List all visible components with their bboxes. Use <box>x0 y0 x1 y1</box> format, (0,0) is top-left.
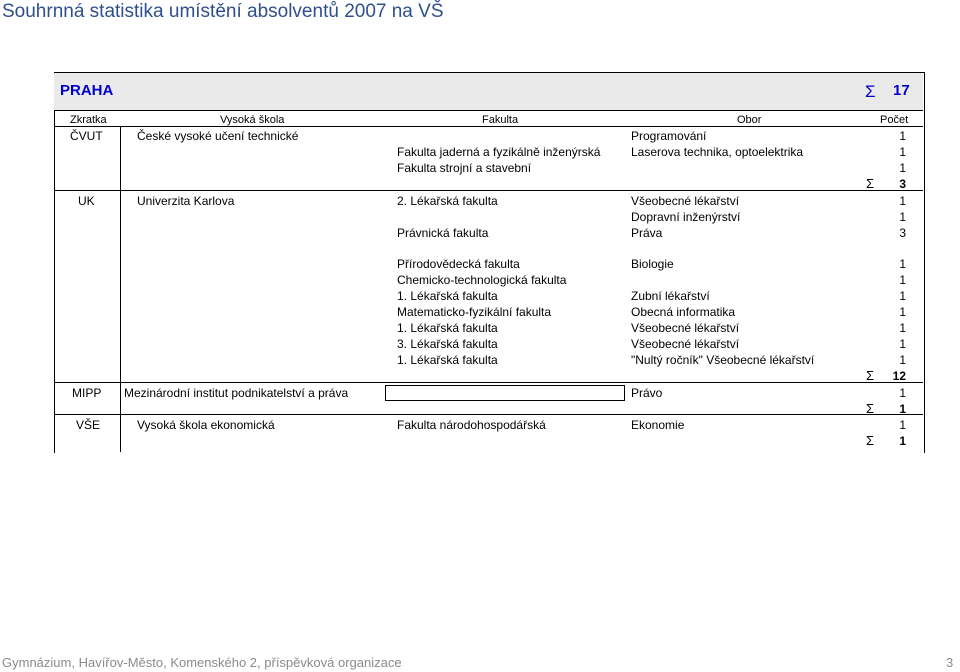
vse-sum: 1 <box>899 434 906 448</box>
vse-row1-count: 1 <box>899 418 906 432</box>
cvut-abbrev: ČVUT <box>70 129 103 143</box>
mipp-sum: 1 <box>899 402 906 416</box>
mipp-sigma-icon: Σ <box>866 401 875 416</box>
header-school: Vysoká škola <box>220 114 285 126</box>
uk-row6-faculty: 1. Lékařská fakulta <box>397 289 498 303</box>
uk-row8-count: 1 <box>899 321 906 335</box>
uk-row6-count: 1 <box>899 289 906 303</box>
uk-row3-field: Práva <box>631 226 663 240</box>
uk-abbrev: UK <box>78 194 95 208</box>
divider-cvut <box>54 190 923 191</box>
uk-row7-count: 1 <box>899 305 906 319</box>
footer-organization: Gymnázium, Havířov-Město, Komenského 2, příspěvková organizace <box>2 655 402 670</box>
cvut-row1-field: Programování <box>631 129 707 143</box>
uk-row1-faculty: 2. Lékařská fakulta <box>397 194 498 208</box>
mipp-abbrev: MIPP <box>72 386 102 400</box>
cvut-sum: 3 <box>899 177 906 191</box>
cvut-sigma-icon: Σ <box>866 176 875 191</box>
uk-row9-faculty: 3. Lékařská fakulta <box>397 337 498 351</box>
uk-row3-count: 3 <box>899 226 906 240</box>
mipp-row1-count: 1 <box>899 386 906 400</box>
page-number: 3 <box>946 655 954 670</box>
vse-sigma-icon: Σ <box>866 433 875 448</box>
uk-row8-field: Všeobecné lékařství <box>631 321 740 335</box>
uk-row10-faculty: 1. Lékařská fakulta <box>397 353 498 367</box>
header-count: Počet <box>880 114 909 126</box>
divider-mipp <box>54 414 923 415</box>
uk-row7-field: Obecná informatika <box>631 305 736 319</box>
cvut-row2-count: 1 <box>899 145 906 159</box>
vse-school: Vysoká škola ekonomická <box>137 418 275 432</box>
uk-row6-field: Zubní lékařství <box>631 289 710 303</box>
uk-row4-faculty: Přírodovědecká fakulta <box>397 257 520 271</box>
vse-row1-faculty: Fakulta národohospodářská <box>397 418 546 432</box>
uk-row4-field: Biologie <box>631 257 674 271</box>
region-count: 17 <box>893 82 910 99</box>
uk-row1-field: Všeobecné lékařství <box>631 194 740 208</box>
uk-row7-faculty: Matematicko-fyzikální fakulta <box>397 305 552 319</box>
uk-row9-field: Všeobecné lékařství <box>631 337 740 351</box>
uk-row2-field: Dopravní inženýrství <box>631 210 741 224</box>
uk-row5-faculty: Chemicko-technologická fakulta <box>397 273 567 287</box>
page-title: Souhrnná statistika umístění absolventů 2007 na VŠ <box>2 1 444 22</box>
vse-row1-field: Ekonomie <box>631 418 685 432</box>
empty-faculty-cell <box>385 385 625 401</box>
uk-row10-count: 1 <box>899 353 906 367</box>
region-name: PRAHA <box>60 82 114 99</box>
header-field: Obor <box>737 114 762 126</box>
uk-row8-faculty: 1. Lékařská fakulta <box>397 321 498 335</box>
cvut-row3-faculty: Fakulta strojní a stavební <box>397 161 532 175</box>
header-faculty: Fakulta <box>482 114 519 126</box>
region-sigma-icon: Σ <box>865 82 876 101</box>
vse-abbrev: VŠE <box>76 418 101 432</box>
uk-row3-faculty: Právnická fakulta <box>397 226 489 240</box>
cvut-row1-count: 1 <box>899 129 906 143</box>
region-row <box>54 73 923 111</box>
uk-school: Univerzita Karlova <box>137 194 235 208</box>
uk-row10-field: "Nultý ročník" Všeobecné lékařství <box>631 353 815 367</box>
uk-sum: 12 <box>892 369 906 383</box>
mipp-row1-field: Právo <box>631 386 663 400</box>
divider-uk <box>54 382 923 383</box>
uk-row4-count: 1 <box>899 257 906 271</box>
uk-row9-count: 1 <box>899 337 906 351</box>
uk-row2-count: 1 <box>899 210 906 224</box>
uk-row5-count: 1 <box>899 273 906 287</box>
mipp-school: Mezinárodní institut podnikatelství a práva <box>124 386 349 400</box>
cvut-row2-field: Laserova technika, optoelektrika <box>631 145 804 159</box>
cvut-row2-faculty: Fakulta jaderná a fyzikálně inženýrská <box>397 145 601 159</box>
uk-row1-count: 1 <box>899 194 906 208</box>
uk-sigma-icon: Σ <box>866 368 875 383</box>
cvut-school: České vysoké učení technické <box>137 129 299 143</box>
cvut-row3-count: 1 <box>899 161 906 175</box>
column-rule-1 <box>120 127 121 452</box>
header-divider <box>54 126 923 127</box>
header-abbrev: Zkratka <box>70 114 107 126</box>
